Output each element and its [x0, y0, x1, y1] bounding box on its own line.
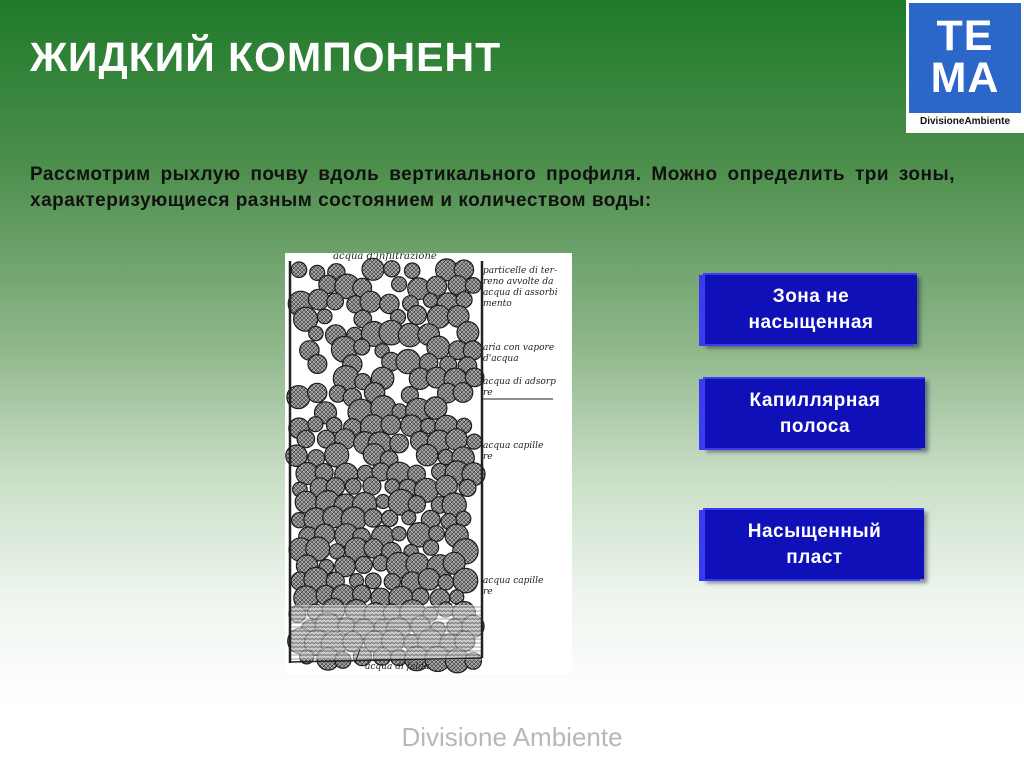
soil-grain [438, 575, 453, 590]
label-air-2: d'acqua [483, 354, 519, 364]
soil-grain [408, 306, 427, 325]
soil-grain [364, 509, 382, 527]
soil-grain [327, 293, 344, 310]
soil-grain [317, 309, 332, 324]
label-particles-4: mento [483, 299, 512, 309]
logo-line-2: MA [930, 54, 1000, 102]
soil-grain [392, 277, 407, 292]
soil-grain [459, 479, 476, 496]
soil-profile-diagram [285, 253, 572, 674]
soil-grain [392, 527, 406, 541]
soil-grain [308, 417, 323, 432]
label-particles-2: reno avvolte da [483, 277, 554, 287]
saturated-layer [290, 605, 482, 660]
label-groundwater: acqua di falda [365, 662, 430, 672]
label-air-1: aria con vapore [483, 343, 555, 353]
soil-grain [308, 383, 327, 402]
soil-grain [384, 261, 400, 277]
soil-grain [453, 383, 473, 403]
soil-grain [355, 556, 372, 573]
soil-grain [365, 573, 381, 589]
label-adsorption-1: acqua di adsorp [483, 377, 556, 387]
logo-badge [909, 3, 1021, 113]
label-capillary-1a: acqua capille [483, 441, 544, 451]
soil-grain [308, 289, 329, 310]
soil-grain [418, 569, 439, 590]
soil-grain [360, 291, 381, 312]
intro-text: Рассмотрим рыхлую почву вдоль вертикального профиля. Можно определить три зоны, характеризующиеся разным состоянием и количеством воды: [30, 164, 955, 211]
soil-grain [465, 278, 481, 294]
tema-logo [906, 0, 1024, 133]
soil-grain [429, 526, 445, 542]
zone-unsaturated-line-2: насыщенная [748, 311, 874, 333]
soil-grain [423, 540, 438, 555]
logo-line-1: TE [936, 12, 994, 60]
label-capillary-2a: acqua capille [483, 576, 544, 586]
label-infiltration: acqua d'infiltrazione [333, 253, 437, 262]
soil-grain [382, 510, 398, 526]
label-particles-3: acqua di assorbi [483, 288, 558, 298]
soil-grain [354, 339, 370, 355]
zone-capillary-line-2: полоса [779, 415, 851, 437]
soil-grain [467, 434, 482, 449]
zone-unsaturated-button[interactable] [703, 273, 917, 344]
zone-capillary-line-1: Капиллярная [749, 389, 881, 411]
soil-grain [345, 478, 361, 494]
soil-grain [390, 434, 409, 453]
logo-caption: DivisioneAmbiente [919, 116, 1011, 127]
zone-capillary-button[interactable] [703, 377, 925, 448]
soil-grain [308, 355, 327, 374]
label-capillary-2b: re [483, 587, 493, 597]
soil-grain [291, 262, 306, 277]
zone-saturated-line-2: пласт [786, 546, 843, 568]
soil-grain [453, 568, 478, 593]
soil-grain [381, 415, 401, 435]
zone-saturated-button[interactable] [703, 508, 924, 579]
footer-text: Divisione Ambiente [401, 722, 623, 752]
soil-grain [416, 444, 437, 465]
soil-grain [309, 326, 323, 340]
soil-grain [405, 263, 420, 278]
soil-profile-svg [285, 253, 572, 674]
zone-unsaturated-line-1: Зона не [772, 285, 850, 307]
label-capillary-1b: re [483, 452, 493, 462]
soil-grain [457, 322, 479, 344]
soil-grain [402, 511, 416, 525]
zone-saturated-line-1: Насыщенный [747, 520, 882, 542]
slide-title: ЖИДКИЙ КОМПОНЕНТ [30, 34, 502, 80]
label-adsorption-2: re [483, 388, 493, 398]
label-particles-1: particelle di ter- [483, 266, 558, 276]
